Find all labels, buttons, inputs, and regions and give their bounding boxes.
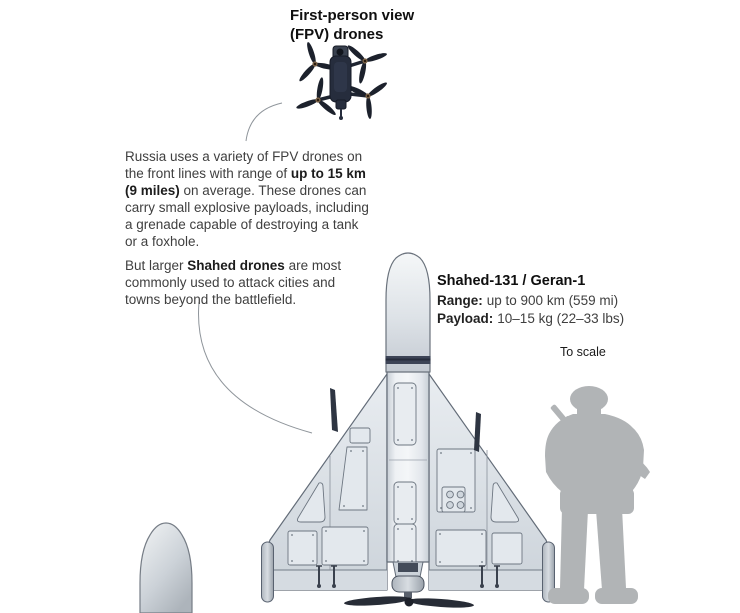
fpv-drones-heading: First-person view (FPV) drones (290, 7, 415, 43)
fpv-description-text-2: on average. These drones can carry small explosive payloads, including a grenade capable of destroying a tank or a foxhole. (125, 183, 369, 249)
fpv-drone-illustration (294, 34, 399, 131)
payload-value: 10–15 kg (22–33 lbs) (497, 310, 625, 326)
second-drone-nose (140, 523, 192, 613)
leader-line-shahed (199, 302, 312, 433)
soldier-silhouette (545, 386, 650, 604)
leader-line-fpv (246, 103, 282, 141)
shahed-payload-line (437, 310, 717, 328)
range-value: up to 900 km (559 mi) (486, 293, 619, 308)
fpv-description-text-1: Russia uses a variety of FPV drones on the front lines with range of (125, 149, 363, 181)
shahed-nose-cone (386, 253, 431, 372)
payload-label: Payload: (437, 310, 494, 326)
shahed-intro-text-1: But larger (125, 258, 188, 273)
range-label: Range: (437, 293, 483, 308)
left-wingtip-fin (262, 542, 274, 602)
fpv-description-paragraph (125, 148, 371, 250)
fpv-description-bold: up to 15 km (9 miles) (125, 166, 366, 198)
shahed-intro-paragraph (125, 257, 371, 308)
shahed-intro-text-2: are most commonly used to attack cities and towns beyond the battlefield. (125, 258, 342, 307)
shahed-range-line (437, 292, 717, 310)
shahed-spec-block (437, 272, 717, 327)
left-antenna (330, 388, 338, 432)
shahed-title: Shahed-131 / Geran-1 (437, 273, 586, 289)
to-scale-label: To scale (560, 345, 606, 359)
shahed-intro-bold: Shahed drones (187, 258, 285, 273)
